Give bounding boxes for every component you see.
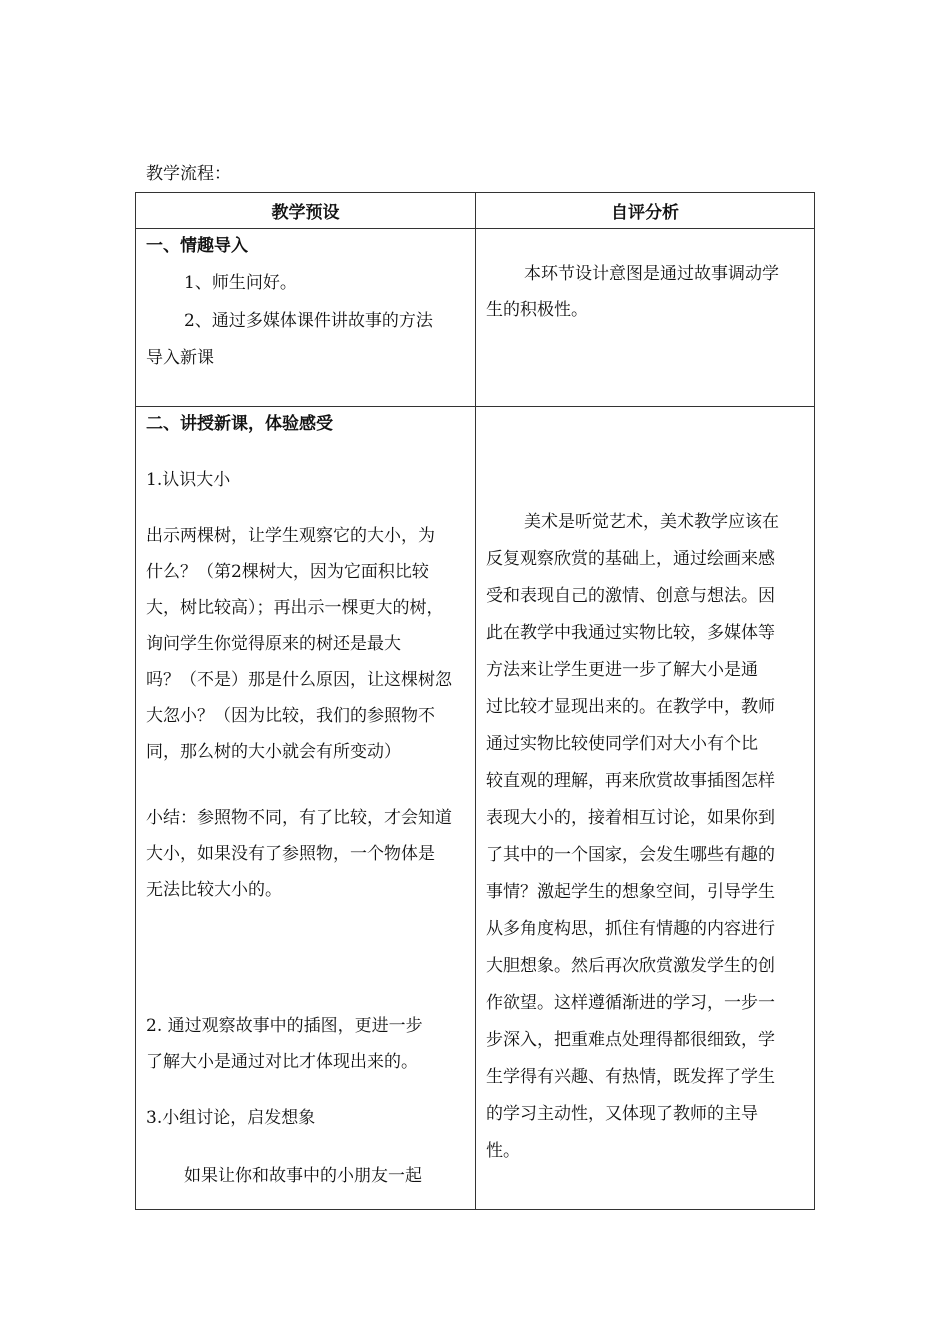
subheading-recognize-size: 1.认识大小 [146, 470, 231, 490]
section-2-row [136, 407, 815, 1210]
section-2-right [476, 407, 815, 1210]
subheading-2-line-2: 了解大小是通过对比才体现出来的。 [146, 1052, 418, 1072]
eval-line-18: 性。 [486, 1141, 520, 1161]
subheading-2-line-1: 2. 通过观察故事中的插图，更进一步 [146, 1016, 423, 1036]
para-1-line-1: 出示两棵树，让学生观察它的大小，为 [146, 526, 435, 546]
eval-line-8: 较直观的理解，再来欣赏故事插图怎样 [486, 771, 775, 791]
eval-line-16: 生学得有兴趣、有热情，既发挥了学生 [486, 1067, 775, 1087]
eval-line-15: 步深入，把重难点处理得都很细致，学 [486, 1030, 775, 1050]
section-2-left [136, 407, 476, 1210]
eval-line-9: 表现大小的，接着相互讨论，如果你到 [486, 808, 775, 828]
section-1-title: 一、情趣导入 [146, 236, 248, 256]
eval-line-14: 作欲望。这样遵循渐进的学习，一步一 [486, 993, 775, 1013]
summary-line-3: 无法比较大小的。 [146, 880, 282, 900]
section-1-row [136, 229, 815, 407]
header-teaching-plan: 教学预设 [136, 193, 476, 229]
page-caption: 教学流程： [146, 164, 231, 184]
eval-line-5: 方法来让学生更进一步了解大小是通 [486, 660, 758, 680]
section-1-eval-line-1: 本环节设计意图是通过故事调动学 [524, 264, 779, 284]
eval-line-3: 受和表现自己的激情、创意与想法。因 [486, 586, 775, 606]
eval-line-12: 从多角度构思，抓住有情趣的内容进行 [486, 919, 775, 939]
section-1-eval-line-2: 生的积极性。 [486, 300, 588, 320]
eval-line-6: 过比较才显现出来的。在教学中，教师 [486, 697, 775, 717]
eval-line-10: 了其中的一个国家，会发生哪些有趣的 [486, 845, 775, 865]
subheading-group-discussion: 3.小组讨论，启发想象 [146, 1108, 316, 1128]
para-1-line-2: 什么？（第2棵树大，因为它面积比较 [146, 562, 429, 582]
para-3-line-1: 如果让你和故事中的小朋友一起 [184, 1166, 422, 1186]
summary-line-2: 大小，如果没有了参照物，一个物体是 [146, 844, 435, 864]
para-1-line-5: 吗？（不是）那是什么原因，让这棵树忽 [146, 670, 452, 690]
para-1-line-6: 大忽小？（因为比较，我们的参照物不 [146, 706, 435, 726]
lesson-flow-table [135, 192, 815, 1210]
section-2-title: 二、讲授新课，体验感受 [146, 414, 333, 434]
eval-line-1: 美术是听觉艺术，美术教学应该在 [524, 512, 779, 532]
para-1-line-7: 同，那么树的大小就会有所变动） [146, 742, 401, 762]
section-1-line-2: 2、通过多媒体课件讲故事的方法 [184, 311, 433, 331]
eval-line-2: 反复观察欣赏的基础上，通过绘画来感 [486, 549, 775, 569]
eval-line-4: 此在教学中我通过实物比较，多媒体等 [486, 623, 775, 643]
eval-line-7: 通过实物比较使同学们对大小有个比 [486, 734, 758, 754]
section-1-right [476, 229, 815, 407]
table-header-row [136, 193, 815, 229]
section-1-line-1: 1、师生问好。 [184, 273, 297, 293]
para-1-line-3: 大，树比较高）；再出示一棵更大的树， [146, 598, 444, 618]
header-self-evaluation: 自评分析 [476, 193, 815, 229]
section-1-line-3: 导入新课 [146, 348, 214, 368]
summary-line-1: 小结：参照物不同，有了比较，才会知道 [146, 808, 452, 828]
section-1-left [136, 229, 476, 407]
para-1-line-4: 询问学生你觉得原来的树还是最大 [146, 634, 401, 654]
eval-line-11: 事情？激起学生的想象空间，引导学生 [486, 882, 775, 902]
eval-line-13: 大胆想象。然后再次欣赏激发学生的创 [486, 956, 775, 976]
eval-line-17: 的学习主动性，又体现了教师的主导 [486, 1104, 758, 1124]
